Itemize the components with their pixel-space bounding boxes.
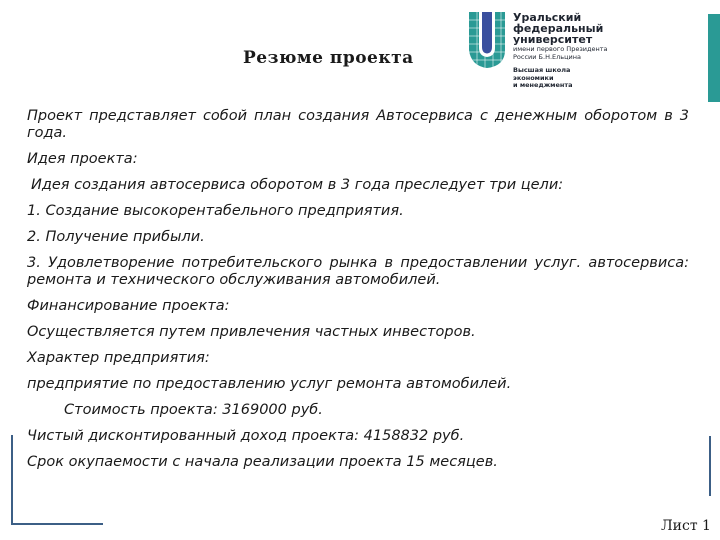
page-title: Резюме проекта (243, 48, 414, 68)
payback-period: Срок окупаемости с начала реализации проекта 15 месяцев. (27, 454, 498, 470)
logo-name-line: федеральный (513, 22, 604, 35)
logo-sub-line: имени первого Президента (513, 45, 608, 53)
section-heading: Финансирование проекта: (27, 298, 230, 314)
university-logo (465, 10, 720, 102)
paragraph: Проект представляет собой план создания Автосервиса с денежным оборотом в 3 года. (27, 108, 689, 141)
list-item: 1. Создание высокорентабельного предприятия. (27, 203, 404, 219)
frame-corner-vertical (11, 435, 13, 525)
list-item: 2. Получение прибыли. (27, 229, 205, 245)
urfu-emblem-icon (465, 10, 509, 74)
page-label: Лист 1 (661, 518, 711, 534)
logo-school-line: и менеджмента (513, 81, 573, 89)
logo-school-line: Высшая школа (513, 66, 571, 74)
logo-accent-tile (708, 14, 720, 102)
logo-name-line: университет (513, 33, 593, 46)
paragraph: Идея создания автосервиса оборотом в 3 года преследует три цели: (31, 177, 564, 193)
logo-sub-line: России Б.Н.Ельцина (513, 53, 582, 61)
frame-corner-horizontal (11, 523, 103, 525)
project-cost: Стоимость проекта: 3169000 руб. (64, 402, 323, 418)
project-npv: Чистый дисконтированный доход проекта: 4158832 руб. (27, 428, 465, 444)
paragraph: Осуществляется путем привлечения частных инвесторов. (27, 324, 476, 340)
summary-body (27, 108, 689, 480)
section-heading: Идея проекта: (27, 151, 138, 167)
frame-right-line (709, 436, 711, 496)
section-heading: Характер предприятия: (27, 350, 210, 366)
paragraph: предприятие по предоставлению услуг ремонта автомобилей. (27, 376, 512, 392)
logo-school-line: экономики (513, 73, 554, 82)
list-item: 3. Удовлетворение потребительского рынка в предоставлении услуг. автосервиса: ремонта и технического обслуживания автомобилей. (27, 255, 689, 288)
logo-name-line: Уральский (513, 11, 582, 24)
